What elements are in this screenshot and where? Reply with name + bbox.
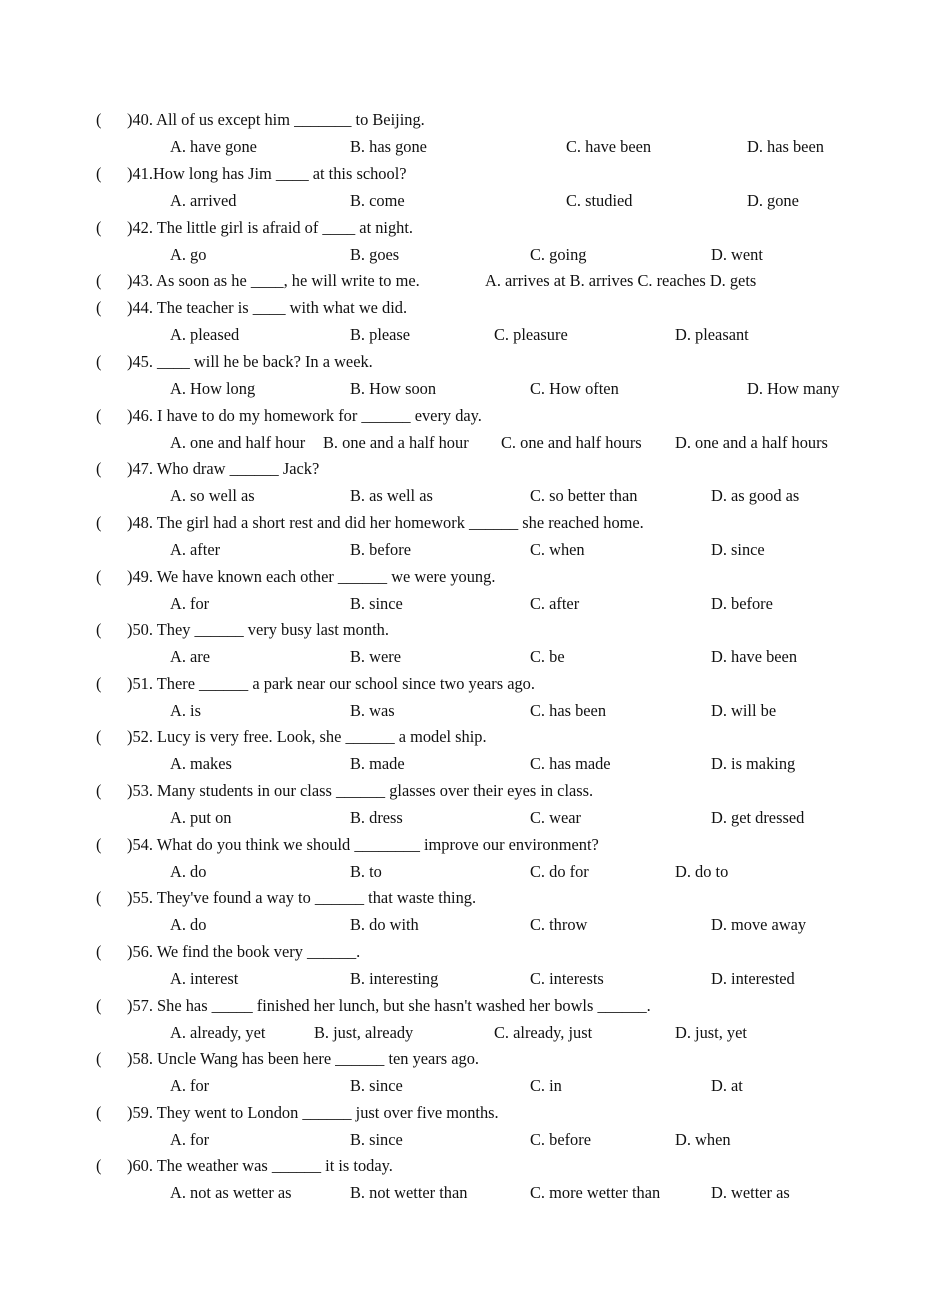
- option-c[interactable]: C. have been: [566, 137, 652, 156]
- question-58-stem-line: [0, 1049, 950, 1075]
- inline-options: A. arrives at B. arrives C. reaches D. gets: [485, 271, 757, 290]
- option-b[interactable]: B. before: [350, 540, 411, 559]
- question-stem: )51. There ______ a park near our school since two years ago.: [127, 674, 535, 693]
- question-42-options: [0, 245, 950, 271]
- option-c[interactable]: C. one and half hours: [501, 433, 642, 452]
- question-stem: )50. They ______ very busy last month.: [127, 620, 389, 639]
- option-b[interactable]: B. since: [350, 1076, 403, 1095]
- option-a[interactable]: A. for: [170, 1076, 210, 1095]
- option-b[interactable]: B. made: [350, 754, 405, 773]
- answer-blank-paren[interactable]: (: [96, 164, 102, 183]
- option-d[interactable]: D. is making: [711, 754, 796, 773]
- answer-blank-paren[interactable]: (: [96, 727, 102, 746]
- option-a[interactable]: A. go: [170, 245, 207, 264]
- option-b[interactable]: B. come: [350, 191, 405, 210]
- option-d[interactable]: D. one and a half hours: [675, 433, 828, 452]
- question-49-options: [0, 594, 950, 620]
- question-53-stem-line: [0, 781, 950, 807]
- option-d[interactable]: D. have been: [711, 647, 798, 666]
- option-a[interactable]: A. How long: [170, 379, 256, 398]
- option-b[interactable]: B. do with: [350, 915, 419, 934]
- option-c[interactable]: C. so better than: [530, 486, 638, 505]
- option-d[interactable]: D. has been: [747, 137, 824, 156]
- option-a[interactable]: A. already, yet: [170, 1023, 266, 1042]
- option-c[interactable]: C. How often: [530, 379, 619, 398]
- option-d[interactable]: D. when: [675, 1130, 731, 1149]
- option-b[interactable]: B. since: [350, 1130, 403, 1149]
- question-40-options: [0, 137, 950, 163]
- answer-blank-paren[interactable]: (: [96, 674, 102, 693]
- option-a[interactable]: A. put on: [170, 808, 232, 827]
- option-d[interactable]: D. since: [711, 540, 765, 559]
- answer-blank-paren[interactable]: (: [96, 513, 102, 532]
- option-a[interactable]: A. for: [170, 1130, 210, 1149]
- question-47-options: [0, 486, 950, 512]
- question-56-options: [0, 969, 950, 995]
- question-40-stem-line: [0, 110, 950, 136]
- question-57-options: [0, 1023, 950, 1049]
- answer-blank-paren[interactable]: (: [96, 835, 102, 854]
- question-stem: )42. The little girl is afraid of ____ at night.: [127, 218, 414, 237]
- question-stem: )58. Uncle Wang has been here ______ ten years ago.: [127, 1049, 480, 1068]
- option-c[interactable]: C. after: [530, 594, 580, 613]
- option-a[interactable]: A. after: [170, 540, 221, 559]
- answer-blank-paren[interactable]: (: [96, 406, 102, 425]
- answer-blank-paren[interactable]: (: [96, 298, 102, 317]
- question-53-options: [0, 808, 950, 834]
- option-d[interactable]: D. at: [711, 1076, 743, 1095]
- question-59-options: [0, 1130, 950, 1156]
- answer-blank-paren[interactable]: (: [96, 888, 102, 907]
- question-51-stem-line: [0, 674, 950, 700]
- option-b[interactable]: B. to: [350, 862, 382, 881]
- option-c[interactable]: C. more wetter than: [530, 1183, 661, 1202]
- question-stem: )53. Many students in our class ______ glasses over their eyes in class.: [127, 781, 594, 800]
- question-stem: )49. We have known each other ______ we were young.: [127, 567, 496, 586]
- answer-blank-paren[interactable]: (: [96, 218, 102, 237]
- option-c[interactable]: C. do for: [530, 862, 589, 881]
- option-c[interactable]: C. has made: [530, 754, 611, 773]
- option-a[interactable]: A. not as wetter as: [170, 1183, 292, 1202]
- question-stem: )46. I have to do my homework for ______ every day.: [127, 406, 482, 425]
- question-45-options: [0, 379, 950, 405]
- option-a[interactable]: A. are: [170, 647, 211, 666]
- option-d[interactable]: D. wetter as: [711, 1183, 790, 1202]
- option-c[interactable]: C. be: [530, 647, 565, 666]
- question-48-options: [0, 540, 950, 566]
- option-b[interactable]: B. was: [350, 701, 395, 720]
- question-47-stem-line: [0, 459, 950, 485]
- option-b[interactable]: B. has gone: [350, 137, 427, 156]
- question-50-options: [0, 647, 950, 673]
- question-52-options: [0, 754, 950, 780]
- question-49-stem-line: [0, 567, 950, 593]
- question-46-options: [0, 433, 950, 459]
- option-a[interactable]: A. one and half hour: [170, 433, 306, 452]
- question-60-options: [0, 1183, 950, 1209]
- option-b[interactable]: B. please: [350, 325, 411, 344]
- option-d[interactable]: D. will be: [711, 701, 777, 720]
- option-c[interactable]: C. has been: [530, 701, 607, 720]
- answer-blank-paren[interactable]: (: [96, 567, 102, 586]
- question-44-stem-line: [0, 298, 950, 324]
- question-stem: )60. The weather was ______ it is today.: [127, 1156, 393, 1175]
- question-43-stem-line: [0, 271, 950, 297]
- answer-blank-paren[interactable]: (: [96, 1156, 102, 1175]
- question-stem: )48. The girl had a short rest and did her homework ______ she reached home.: [127, 513, 644, 532]
- option-a[interactable]: A. interest: [170, 969, 239, 988]
- option-c[interactable]: C. throw: [530, 915, 588, 934]
- question-54-stem-line: [0, 835, 950, 861]
- question-60-stem-line: [0, 1156, 950, 1182]
- option-a[interactable]: A. arrived: [170, 191, 237, 210]
- option-d[interactable]: D. just, yet: [675, 1023, 747, 1042]
- question-41-stem-line: [0, 164, 950, 190]
- question-56-stem-line: [0, 942, 950, 968]
- option-b[interactable]: B. goes: [350, 245, 400, 264]
- answer-blank-paren[interactable]: (: [96, 781, 102, 800]
- option-d[interactable]: D. interested: [711, 969, 795, 988]
- option-d[interactable]: D. How many: [747, 379, 840, 398]
- answer-blank-paren[interactable]: (: [96, 942, 102, 961]
- question-stem: )41.How long has Jim ____ at this school?: [127, 164, 407, 183]
- option-a[interactable]: A. have gone: [170, 137, 257, 156]
- question-42-stem-line: [0, 218, 950, 244]
- option-a[interactable]: A. so well as: [170, 486, 255, 505]
- answer-blank-paren[interactable]: (: [96, 1049, 102, 1068]
- option-c[interactable]: C. already, just: [494, 1023, 593, 1042]
- option-d[interactable]: D. pleasant: [675, 325, 749, 344]
- question-stem: )43. As soon as he ____, he will write to me.: [127, 271, 420, 290]
- option-a[interactable]: A. do: [170, 862, 207, 881]
- answer-blank-paren[interactable]: (: [96, 352, 102, 371]
- answer-blank-paren[interactable]: (: [96, 110, 102, 129]
- question-stem: )52. Lucy is very free. Look, she ______ a model ship.: [127, 727, 487, 746]
- option-d[interactable]: D. do to: [675, 862, 729, 881]
- question-stem: )40. All of us except him _______ to Beijing.: [127, 110, 425, 129]
- option-c[interactable]: C. interests: [530, 969, 604, 988]
- question-stem: )55. They've found a way to ______ that waste thing.: [127, 888, 477, 907]
- option-a[interactable]: A. pleased: [170, 325, 240, 344]
- option-b[interactable]: B. dress: [350, 808, 403, 827]
- question-45-stem-line: [0, 352, 950, 378]
- question-55-options: [0, 915, 950, 941]
- question-55-stem-line: [0, 888, 950, 914]
- question-58-options: [0, 1076, 950, 1102]
- option-a[interactable]: A. for: [170, 594, 210, 613]
- option-c[interactable]: C. studied: [566, 191, 633, 210]
- question-stem: )56. We find the book very ______.: [127, 942, 361, 961]
- option-c[interactable]: C. when: [530, 540, 585, 559]
- option-d[interactable]: D. as good as: [711, 486, 800, 505]
- answer-blank-paren[interactable]: (: [96, 1103, 102, 1122]
- answer-blank-paren[interactable]: (: [96, 271, 102, 290]
- question-41-options: [0, 191, 950, 217]
- option-b[interactable]: B. since: [350, 594, 403, 613]
- question-stem: )47. Who draw ______ Jack?: [127, 459, 320, 478]
- option-b[interactable]: B. one and a half hour: [323, 433, 469, 452]
- question-52-stem-line: [0, 727, 950, 753]
- question-stem: )44. The teacher is ____ with what we did.: [127, 298, 408, 317]
- question-44-options: [0, 325, 950, 351]
- option-a[interactable]: A. do: [170, 915, 207, 934]
- option-d[interactable]: D. before: [711, 594, 773, 613]
- option-d[interactable]: D. went: [711, 245, 763, 264]
- option-c[interactable]: C. wear: [530, 808, 581, 827]
- answer-blank-paren[interactable]: (: [96, 620, 102, 639]
- option-b[interactable]: B. just, already: [314, 1023, 414, 1042]
- option-a[interactable]: A. is: [170, 701, 201, 720]
- question-54-options: [0, 862, 950, 888]
- option-d[interactable]: D. gone: [747, 191, 799, 210]
- question-stem: )57. She has _____ finished her lunch, but she hasn't washed her bowls ______.: [127, 996, 651, 1015]
- answer-blank-paren[interactable]: (: [96, 459, 102, 478]
- question-59-stem-line: [0, 1103, 950, 1129]
- question-stem: )59. They went to London ______ just over five months.: [127, 1103, 499, 1122]
- option-c[interactable]: C. going: [530, 245, 587, 264]
- option-c[interactable]: C. pleasure: [494, 325, 568, 344]
- option-b[interactable]: B. as well as: [350, 486, 433, 505]
- option-b[interactable]: B. interesting: [350, 969, 439, 988]
- option-b[interactable]: B. How soon: [350, 379, 437, 398]
- question-51-options: [0, 701, 950, 727]
- option-a[interactable]: A. makes: [170, 754, 232, 773]
- option-d[interactable]: D. get dressed: [711, 808, 805, 827]
- option-d[interactable]: D. move away: [711, 915, 807, 934]
- option-b[interactable]: B. not wetter than: [350, 1183, 468, 1202]
- question-stem: )54. What do you think we should ________ improve our environment?: [127, 835, 599, 854]
- option-b[interactable]: B. were: [350, 647, 401, 666]
- question-stem: )45. ____ will he be back? In a week.: [127, 352, 373, 371]
- question-48-stem-line: [0, 513, 950, 539]
- answer-blank-paren[interactable]: (: [96, 996, 102, 1015]
- option-c[interactable]: C. in: [530, 1076, 562, 1095]
- option-c[interactable]: C. before: [530, 1130, 591, 1149]
- question-46-stem-line: [0, 406, 950, 432]
- question-57-stem-line: [0, 996, 950, 1022]
- question-50-stem-line: [0, 620, 950, 646]
